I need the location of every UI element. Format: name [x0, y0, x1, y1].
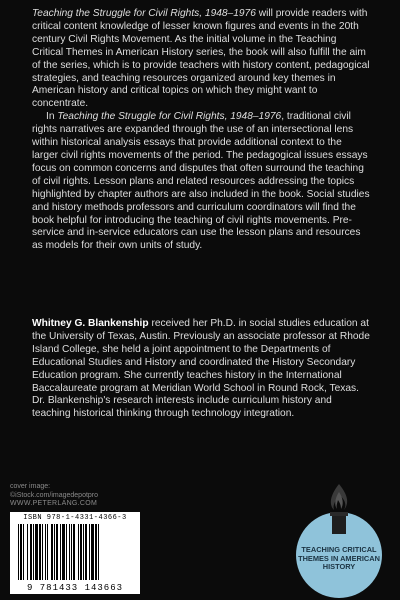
description-text-2: , traditional civil rights narratives are expanded through the use of an intersectional lens within historical analysis essays that provide additional context to the larger civil rights movements of the period. The pedagogical issues essays focus on common concerns and disputes that often surround the teaching of civil rights. Lesson plans and related resources addressing the topics highlighted by chapter authors are also included in the book. Social studies and history methods professors and curriculum coordinators will find the book helpful for introducing the teaching of civil rights movements. Pre-service and in-service educators can use the lesson plans and resources as models for their own units of study.: [32, 111, 370, 252]
description-intro-2: In: [46, 111, 58, 123]
barcode-bars: [18, 524, 132, 580]
author-bio-text: received her Ph.D. in social studies education at the University of Texas, Austin. Previously an associate professor at Rhode Island College, she held a joint appointment to the Departments of Educational Studies and History and coordinated the History Secondary Education program. She currently teaches history in the International Baccalaureate program at Meridian World School in Round Rock, Texas. Dr. Blankenship's research interests include curriculum history and teaching historical thinking through technology integration.: [32, 318, 370, 420]
isbn-text: ISBN 978-1-4331-4366-3: [23, 514, 127, 522]
series-title: [296, 546, 382, 572]
author-name: Whitney G. Blankenship: [32, 318, 149, 329]
cover-credit-source: ©iStock.com/imagedepotpro: [10, 492, 99, 499]
cover-credit-label: cover image:: [10, 483, 51, 490]
description-text-1: will provide readers with critical content knowledge of lesser known figures and events in the 20th century Civil Rights Movement. As the initial volume in the Teaching Critical Themes in American History series, the book will also fulfill the aim of the series, which is to provide teachers with history content, pedagogical strategies, and teaching resources organized around key themes in American history and critical topics on which they might want to concentrate.: [32, 8, 370, 110]
publisher-url: WWW.PETERLANG.COM: [10, 500, 98, 507]
series-title-line-2: THEMES IN AMERICAN: [298, 553, 380, 563]
series-title-line-1: TEACHING CRITICAL: [301, 545, 377, 554]
torch-icon: [320, 482, 358, 534]
ean-digits: 9 781433 143663: [26, 583, 123, 593]
book-description: [32, 8, 370, 253]
description-paragraph-1: [32, 8, 370, 111]
description-paragraph-2: [32, 111, 370, 253]
book-title-italic: Teaching the Struggle for Civil Rights, 1948–1976: [32, 8, 256, 19]
series-logo: [296, 482, 382, 594]
cover-credit: [10, 482, 98, 500]
isbn-barcode: [10, 512, 140, 594]
author-bio: [32, 318, 370, 421]
series-title-line-3: HISTORY: [322, 562, 356, 572]
book-title-italic-2: Teaching the Struggle for Civil Rights, 1948–1976: [57, 111, 282, 123]
